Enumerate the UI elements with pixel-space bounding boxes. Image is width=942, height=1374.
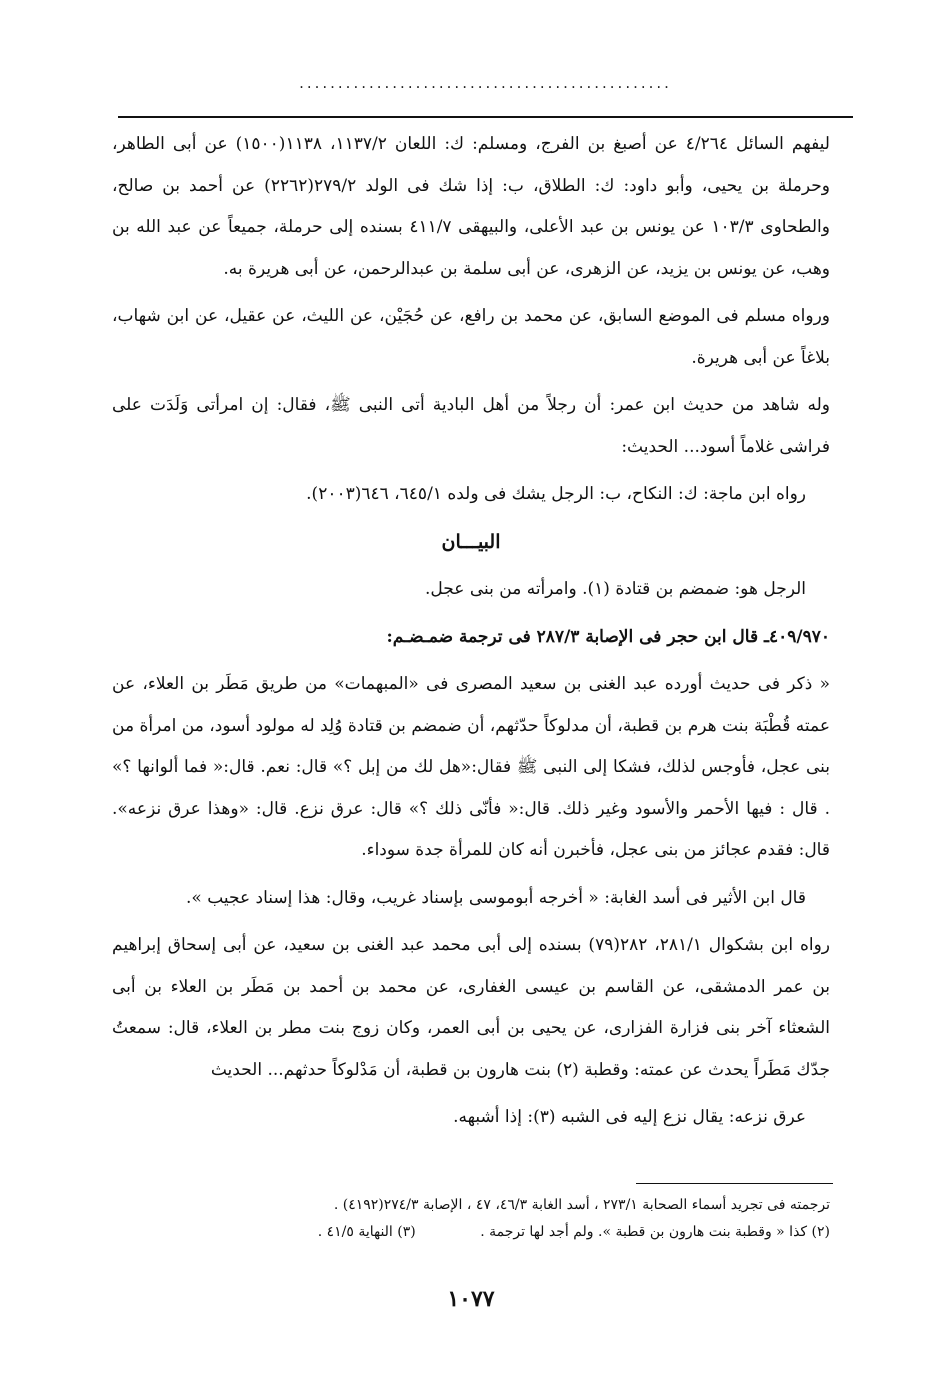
footnote-2-3 [112, 1219, 830, 1246]
paragraph-ibn-athir: قال ابن الأثير فى أسد الغابة: « أخرجه أبوموسى بإسناد غريب، وقال: هذا إسناد عجيب ». [185, 887, 806, 908]
main-text [112, 124, 830, 1145]
paragraph-muslim: ورواه مسلم فى الموضع السابق، عن محمد بن رافع، عن حُجَيْن، عن الليث، عن عقيل، عن ابن شهاب، بلاغاً عن أبى هريرة. [112, 306, 830, 368]
paragraph-ibn-bashkuwal: رواه ابن بشكوال ٢٨١/١، ٢٨٢(٧٩) بسنده إلى أبى محمد عبد الغنى بن سعيد، عن أبى إسحاق إبراهيم بن عمر الدمشقى، عن القاسم بن عيسى الغفارى، عن محمد بن أحمد بن مَطَر بن العلاء بن أبى الشعثاء آخر بنى فزارة الفزارى، عن يحيى بن أبى العمر، وكان زوج بنت مطر بن العلاء، قال: سمعتُ جدّك مَطَراً يحدث عن عمته: وقطبة (٢) بنت هارون بن قطبة، أن مَدْلوكاً حدثهم... الحديث [112, 935, 830, 1080]
footnote-rule [636, 1183, 833, 1184]
paragraph-shahid: وله شاهد من حديث ابن عمر: أن رجلاً من أهل البادية أتى النبى ﷺ، فقال: إن امرأتى وَلَدَت على فراشى غلاماً أسود... الحديث: [112, 395, 830, 457]
header-dotted-line: ................................................ [299, 74, 672, 90]
footnote-1: ترجمته فى تجريد أسماء الصحابة ٢٧٣/١ ، أسد الغابة ٤٦/٣، ٤٧ ، الإصابة ٢٧٤/٣(٤١٩٢) . [333, 1197, 830, 1213]
paragraph-quote: « ذكر فى حديث أورده عبد الغنى بن سعيد المصرى فى «المبهمات» من طريق مَطَر بن العلاء، عن عمته قُطْبَة بنت هرم بن قطبة، أن مدلوكاً حدّثهم، أن ضمضم بن قتادة وُلِد له مولود أسود، من امرأة من بنى عجل، فأوجس لذلك، فشكا إلى النبى ﷺ فقال:«هل لك من إبل ؟» قال: نعم. قال:« فما ألوانها ؟» . قال : فيها الأحمر والأسود وغير ذلك. قال:« فأنّى ذلك ؟» قال: عرق نزع. قال: «وهذا عرق نزعه». قال: فقدم عجائز من بنى عجل، فأخبرن أنه كان للمرأة جدة سوداء. [112, 674, 830, 860]
paragraph-rajul: الرجل هو: ضمضم بن قتادة (١). وامرأته من بنى عجل. [425, 579, 806, 599]
header-rule [118, 116, 853, 118]
paragraph-ibn-majah: رواه ابن ماجة: ك: النكاح، ب: الرجل يشك فى ولده ٦٤٥/١، ٦٤٦(٢٠٠٣). [306, 484, 806, 504]
footnote-3: (٣) النهاية ٤١/٥ . [317, 1224, 416, 1240]
paragraph-takhrij: ليفهم السائل ٤/٢٦٤ عن أصبغ بن الفرج، ومسلم: ك: اللعان ١١٣٧/٢، ١١٣٨(١٥٠٠) عن أبى الطاهر، وحرملة بن يحيى، وأبو داود: ك: الطلاق، ب: إذا شك فى الولد ٢٧٩/٢(٢٢٦٢) عن أحمد بن صالح، والطحاوى ١٠٣/٣ عن يونس بن عبد الأعلى، والبيهقى ٤١١/٧ بسنده إلى حرملة، جميعاً عن عبد الله بن وهب، عن يونس بن يزيد، عن الزهرى، عن أبى سلمة بن عبدالرحمن، عن أبى هريرة به. [112, 134, 831, 279]
footnote-2: (٢) كذا « وقطبة بنت هارون بن قطبة ». ولم أجد لها ترجمة . [480, 1224, 830, 1240]
section-title: البيـــان [441, 530, 501, 553]
paragraph-ibn-hajar: ٤٠٩/٩٧٠ـ قال ابن حجر فى الإصابة ٢٨٧/٣ فى ترجمة ضمـضـم: [386, 626, 830, 647]
paragraph-irq: عرق نزعه: يقال نزع إليه فى الشبه (٣): إذا أشبهه. [453, 1107, 806, 1127]
footnotes [112, 1192, 830, 1246]
page-number: ١٠٧٧ [447, 1286, 495, 1312]
